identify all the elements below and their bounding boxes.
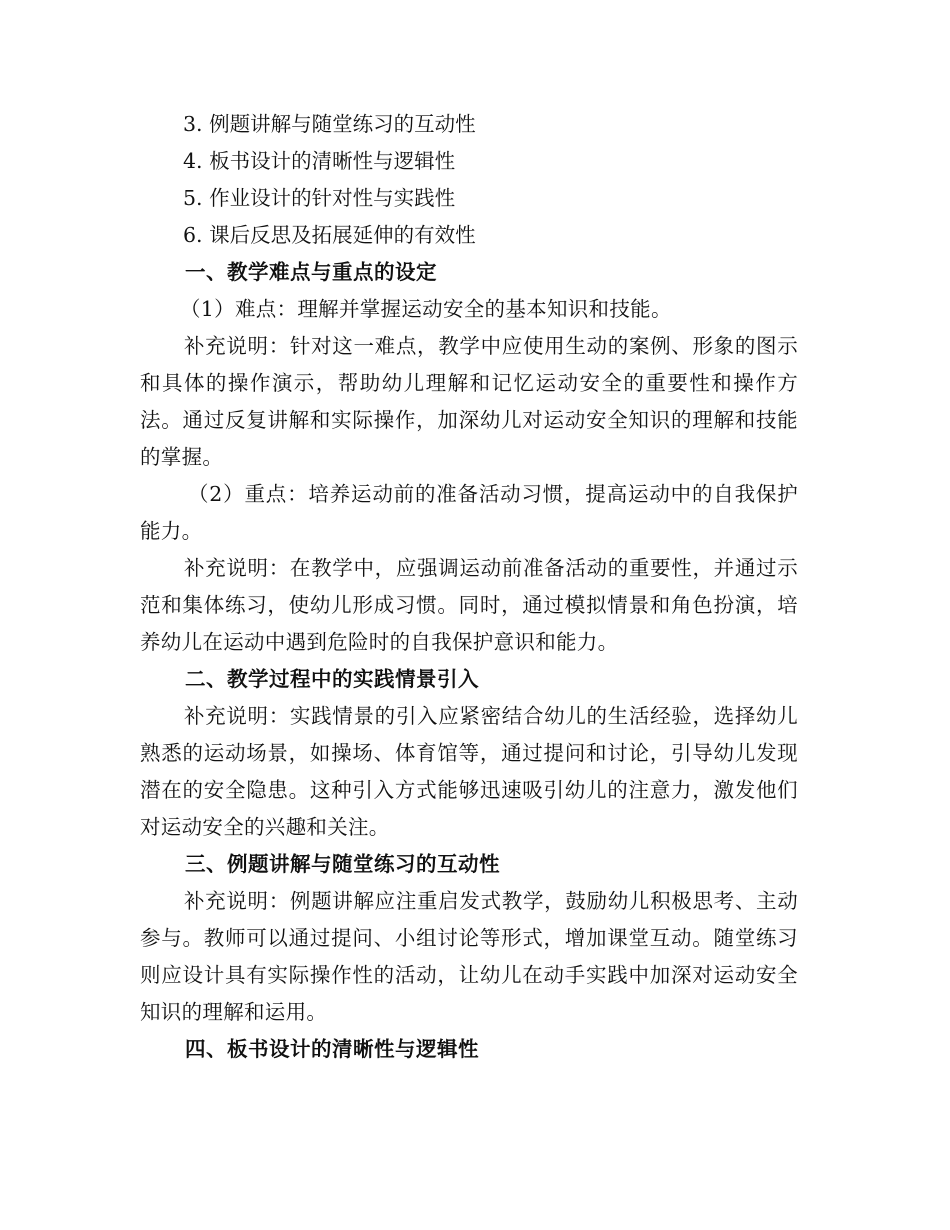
section-heading-1: 一、教学难点与重点的设定 bbox=[185, 260, 437, 284]
practice-scenario-paragraph: 补充说明：实践情景的引入应紧密结合幼儿的生活经验，选择幼儿熟悉的运动场景，如操场、体育馆等，通过提问和讨论，引导幼儿发现潜在的安全隐患。这种引入方式能够迅速吸引幼儿的注意力，激发他们对运动安全的兴趣和关注。 bbox=[140, 704, 798, 839]
list-item: 5. 作业设计的针对性与实践性 bbox=[183, 186, 456, 210]
section-heading-3: 三、例题讲解与随堂练习的互动性 bbox=[185, 852, 500, 876]
section-heading-4: 四、板书设计的清晰性与逻辑性 bbox=[185, 1037, 479, 1061]
document-body bbox=[140, 106, 798, 1068]
focus-paragraph: （2）重点：培养运动前的准备活动习惯，提高运动中的自我保护能力。 bbox=[140, 482, 798, 543]
list-item: 3. 例题讲解与随堂练习的互动性 bbox=[183, 112, 476, 136]
difficulty-paragraph: （1）难点：理解并掌握运动安全的基本知识和技能。 bbox=[180, 297, 672, 321]
list-item: 4. 板书设计的清晰性与逻辑性 bbox=[183, 149, 456, 173]
list-item: 6. 课后反思及拓展延伸的有效性 bbox=[183, 223, 476, 247]
section-heading-2: 二、教学过程中的实践情景引入 bbox=[185, 667, 479, 691]
difficulty-note-paragraph: 补充说明：针对这一难点，教学中应使用生动的案例、形象的图示和具体的操作演示，帮助幼儿理解和记忆运动安全的重要性和操作方法。通过反复讲解和实际操作，加深幼儿对运动安全知识的理解和技能的掌握。 bbox=[140, 334, 798, 469]
focus-note-paragraph: 补充说明：在教学中，应强调运动前准备活动的重要性，并通过示范和集体练习，使幼儿形成习惯。同时，通过模拟情景和角色扮演，培养幼儿在运动中遇到危险时的自我保护意识和能力。 bbox=[140, 556, 798, 654]
interaction-paragraph: 补充说明：例题讲解应注重启发式教学，鼓励幼儿积极思考、主动参与。教师可以通过提问、小组讨论等形式，增加课堂互动。随堂练习则应设计具有实际操作性的活动，让幼儿在动手实践中加深对运动安全知识的理解和运用。 bbox=[140, 889, 798, 1024]
